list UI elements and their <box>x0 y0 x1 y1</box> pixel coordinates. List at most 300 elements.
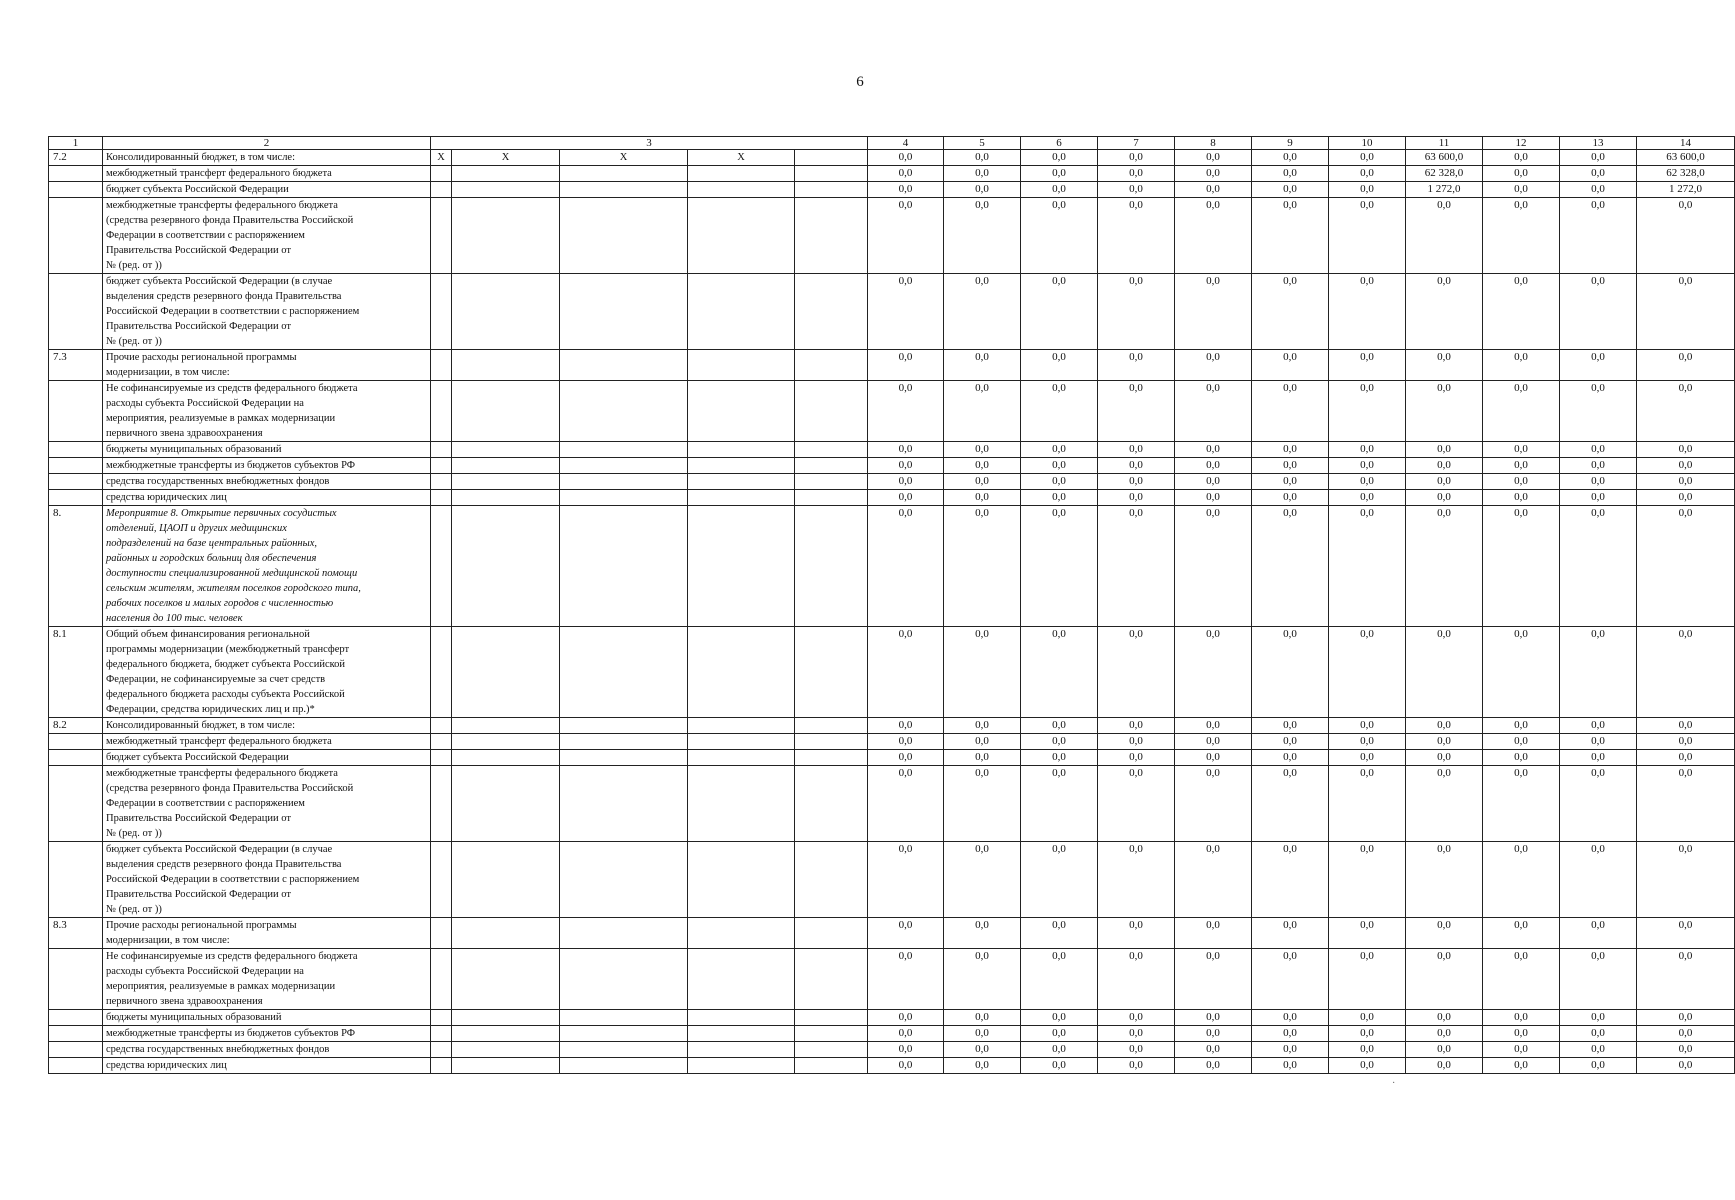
row-description: средства государственных внебюджетных фондов <box>103 1042 431 1058</box>
value-col-13: 0,0 <box>1560 766 1637 842</box>
value-col-11: 0,0 <box>1406 1058 1483 1074</box>
value-col-5: 0,0 <box>944 842 1021 918</box>
value-col-14: 0,0 <box>1637 474 1735 490</box>
empty-cell <box>431 1042 452 1058</box>
value-col-10: 0,0 <box>1329 1010 1406 1026</box>
row-description <box>103 842 431 918</box>
value-col-9: 0,0 <box>1252 1058 1329 1074</box>
empty-cell <box>688 506 795 627</box>
value-col-9: 0,0 <box>1252 766 1329 842</box>
value-col-14: 0,0 <box>1637 766 1735 842</box>
value-col-8: 0,0 <box>1175 1058 1252 1074</box>
row-number <box>49 1026 103 1042</box>
value-col-9: 0,0 <box>1252 474 1329 490</box>
value-col-13: 0,0 <box>1560 842 1637 918</box>
empty-cell <box>560 1042 688 1058</box>
row-description <box>103 627 431 718</box>
description-line: Прочие расходы региональной программы <box>106 352 297 363</box>
row-number <box>49 458 103 474</box>
row-number <box>49 1010 103 1026</box>
value-col-10: 0,0 <box>1329 198 1406 274</box>
value-col-7: 0,0 <box>1098 627 1175 718</box>
empty-cell <box>452 949 560 1010</box>
empty-cell <box>688 1010 795 1026</box>
empty-cell <box>452 750 560 766</box>
value-col-5: 0,0 <box>944 766 1021 842</box>
empty-cell <box>431 627 452 718</box>
value-col-6: 0,0 <box>1021 1026 1098 1042</box>
empty-cell <box>452 718 560 734</box>
empty-cell <box>795 166 868 182</box>
empty-cell <box>431 274 452 350</box>
value-col-10: 0,0 <box>1329 1058 1406 1074</box>
empty-cell <box>431 506 452 627</box>
row-number: 8.3 <box>49 918 103 949</box>
value-col-11: 0,0 <box>1406 949 1483 1010</box>
value-col-5: 0,0 <box>944 734 1021 750</box>
row-7-3-interbudget <box>49 458 1735 474</box>
value-col-5: 0,0 <box>944 166 1021 182</box>
value-col-11: 0,0 <box>1406 198 1483 274</box>
empty-cell <box>795 918 868 949</box>
row-number: 8.2 <box>49 718 103 734</box>
value-col-13: 0,0 <box>1560 490 1637 506</box>
description-line: Федерации, средства юридических лиц и пр.)* <box>106 704 315 715</box>
empty-cell <box>688 182 795 198</box>
row-number: 8.1 <box>49 627 103 718</box>
empty-cell <box>452 918 560 949</box>
empty-cell <box>560 627 688 718</box>
empty-cell <box>795 150 868 166</box>
value-col-4: 0,0 <box>868 1042 944 1058</box>
value-col-13: 0,0 <box>1560 1026 1637 1042</box>
empty-cell <box>688 166 795 182</box>
value-col-13: 0,0 <box>1560 381 1637 442</box>
empty-cell <box>688 458 795 474</box>
value-col-13: 0,0 <box>1560 198 1637 274</box>
empty-cell <box>431 1010 452 1026</box>
row-number <box>49 1058 103 1074</box>
value-col-14: 0,0 <box>1637 918 1735 949</box>
description-line: межбюджетные трансферты федерального бюджета <box>106 768 338 779</box>
value-col-8: 0,0 <box>1175 949 1252 1010</box>
value-col-9: 0,0 <box>1252 918 1329 949</box>
value-col-13: 0,0 <box>1560 949 1637 1010</box>
value-col-7: 0,0 <box>1098 1010 1175 1026</box>
empty-cell <box>688 350 795 381</box>
empty-cell <box>452 627 560 718</box>
empty-cell <box>560 442 688 458</box>
header-col-5: 5 <box>944 137 1021 150</box>
row-description: средства государственных внебюджетных фондов <box>103 474 431 490</box>
value-col-12: 0,0 <box>1483 166 1560 182</box>
value-col-8: 0,0 <box>1175 1010 1252 1026</box>
value-col-11: 1 272,0 <box>1406 182 1483 198</box>
value-col-13: 0,0 <box>1560 350 1637 381</box>
value-col-12: 0,0 <box>1483 150 1560 166</box>
value-col-6: 0,0 <box>1021 182 1098 198</box>
value-col-13: 0,0 <box>1560 182 1637 198</box>
description-line: программы модернизации (межбюджетный трансферт <box>106 644 350 655</box>
value-col-12: 0,0 <box>1483 490 1560 506</box>
value-col-8: 0,0 <box>1175 734 1252 750</box>
empty-cell <box>431 442 452 458</box>
value-col-10: 0,0 <box>1329 506 1406 627</box>
row-8-2-reserve-fund-regional <box>49 842 1735 918</box>
description-line: федерального бюджета, бюджет субъекта Российской <box>106 659 346 670</box>
row-number: 7.2 <box>49 150 103 166</box>
row-description: межбюджетный трансферт федерального бюджета <box>103 734 431 750</box>
value-col-14: 0,0 <box>1637 506 1735 627</box>
value-col-7: 0,0 <box>1098 381 1175 442</box>
value-col-12: 0,0 <box>1483 474 1560 490</box>
value-col-13: 0,0 <box>1560 150 1637 166</box>
page-number: 6 <box>856 74 864 90</box>
empty-cell <box>452 381 560 442</box>
value-col-8: 0,0 <box>1175 350 1252 381</box>
value-col-4: 0,0 <box>868 766 944 842</box>
value-col-5: 0,0 <box>944 627 1021 718</box>
empty-cell <box>560 1026 688 1042</box>
value-col-7: 0,0 <box>1098 182 1175 198</box>
row-description <box>103 198 431 274</box>
row-description <box>103 918 431 949</box>
value-col-7: 0,0 <box>1098 1042 1175 1058</box>
description-line: мероприятия, реализуемые в рамках модернизации <box>106 413 336 424</box>
value-col-9: 0,0 <box>1252 490 1329 506</box>
value-col-13: 0,0 <box>1560 442 1637 458</box>
value-col-12: 0,0 <box>1483 381 1560 442</box>
empty-cell <box>431 474 452 490</box>
value-col-4: 0,0 <box>868 474 944 490</box>
description-line: бюджет субъекта Российской Федерации (в случае <box>106 844 333 855</box>
row-description: средства юридических лиц <box>103 490 431 506</box>
empty-cell <box>452 842 560 918</box>
value-col-6: 0,0 <box>1021 474 1098 490</box>
empty-cell <box>795 1010 868 1026</box>
empty-cell <box>560 949 688 1010</box>
value-col-14: 0,0 <box>1637 490 1735 506</box>
scan-speck: · <box>1392 1078 1396 1089</box>
value-col-9: 0,0 <box>1252 166 1329 182</box>
row-8-2 <box>49 718 1735 734</box>
row-description: бюджеты муниципальных образований <box>103 442 431 458</box>
row-7-2-reserve-fund-regional <box>49 274 1735 350</box>
value-col-12: 0,0 <box>1483 918 1560 949</box>
value-col-8: 0,0 <box>1175 750 1252 766</box>
empty-cell <box>560 506 688 627</box>
value-col-8: 0,0 <box>1175 381 1252 442</box>
value-col-12: 0,0 <box>1483 718 1560 734</box>
value-col-9: 0,0 <box>1252 1042 1329 1058</box>
value-col-8: 0,0 <box>1175 182 1252 198</box>
row-number <box>49 182 103 198</box>
value-col-14: 0,0 <box>1637 750 1735 766</box>
value-col-5: 0,0 <box>944 274 1021 350</box>
value-col-7: 0,0 <box>1098 766 1175 842</box>
value-col-5: 0,0 <box>944 381 1021 442</box>
empty-cell <box>795 198 868 274</box>
value-col-10: 0,0 <box>1329 627 1406 718</box>
empty-cell <box>795 627 868 718</box>
empty-cell <box>452 198 560 274</box>
empty-cell <box>560 166 688 182</box>
description-line: населения до 100 тыс. человек <box>106 613 243 624</box>
empty-cell <box>560 766 688 842</box>
value-col-11: 0,0 <box>1406 350 1483 381</box>
empty-cell <box>560 734 688 750</box>
row-number <box>49 842 103 918</box>
value-col-7: 0,0 <box>1098 198 1175 274</box>
header-col-8: 8 <box>1175 137 1252 150</box>
row-description <box>103 506 431 627</box>
header-col-2: 2 <box>103 137 431 150</box>
row-number <box>49 734 103 750</box>
value-col-8: 0,0 <box>1175 918 1252 949</box>
value-col-12: 0,0 <box>1483 1010 1560 1026</box>
value-col-13: 0,0 <box>1560 1058 1637 1074</box>
value-col-13: 0,0 <box>1560 627 1637 718</box>
header-col-12: 12 <box>1483 137 1560 150</box>
value-col-5: 0,0 <box>944 182 1021 198</box>
header-col-13: 13 <box>1560 137 1637 150</box>
row-description: межбюджетные трансферты из бюджетов субъектов РФ <box>103 1026 431 1042</box>
value-col-13: 0,0 <box>1560 734 1637 750</box>
description-line: рабочих поселков и малых городов с численностью <box>106 598 334 609</box>
empty-cell <box>452 506 560 627</box>
description-line: Российской Федерации в соответствии с распоряжением <box>106 874 360 885</box>
value-col-14: 0,0 <box>1637 627 1735 718</box>
empty-cell <box>560 750 688 766</box>
value-col-10: 0,0 <box>1329 842 1406 918</box>
row-description: бюджет субъекта Российской Федерации <box>103 182 431 198</box>
value-col-6: 0,0 <box>1021 198 1098 274</box>
row-description: бюджеты муниципальных образований <box>103 1010 431 1026</box>
value-col-6: 0,0 <box>1021 490 1098 506</box>
value-col-13: 0,0 <box>1560 718 1637 734</box>
value-col-11: 0,0 <box>1406 381 1483 442</box>
value-col-7: 0,0 <box>1098 750 1175 766</box>
value-col-4: 0,0 <box>868 718 944 734</box>
row-7-3-legal-entities <box>49 490 1735 506</box>
row-description <box>103 766 431 842</box>
value-col-9: 0,0 <box>1252 198 1329 274</box>
empty-cell <box>452 734 560 750</box>
x-mark-cell: X <box>431 150 452 166</box>
row-description <box>103 274 431 350</box>
row-number <box>49 381 103 442</box>
value-col-4: 0,0 <box>868 198 944 274</box>
value-col-11: 63 600,0 <box>1406 150 1483 166</box>
description-line: Правительства Российской Федерации от <box>106 321 291 332</box>
value-col-11: 0,0 <box>1406 458 1483 474</box>
value-col-7: 0,0 <box>1098 474 1175 490</box>
value-col-10: 0,0 <box>1329 274 1406 350</box>
value-col-10: 0,0 <box>1329 949 1406 1010</box>
empty-cell <box>431 949 452 1010</box>
value-col-7: 0,0 <box>1098 150 1175 166</box>
row-7-3-municipal <box>49 442 1735 458</box>
row-8-3-legal-entities <box>49 1058 1735 1074</box>
value-col-12: 0,0 <box>1483 1058 1560 1074</box>
value-col-6: 0,0 <box>1021 458 1098 474</box>
value-col-11: 0,0 <box>1406 734 1483 750</box>
value-col-10: 0,0 <box>1329 766 1406 842</box>
empty-cell <box>688 734 795 750</box>
empty-cell <box>431 350 452 381</box>
value-col-14: 0,0 <box>1637 1026 1735 1042</box>
value-col-14: 0,0 <box>1637 198 1735 274</box>
empty-cell <box>560 474 688 490</box>
description-line: отделений, ЦАОП и других медицинских <box>106 523 287 534</box>
value-col-10: 0,0 <box>1329 381 1406 442</box>
value-col-6: 0,0 <box>1021 766 1098 842</box>
description-line: Российской Федерации в соответствии с распоряжением <box>106 306 360 317</box>
empty-cell <box>795 1042 868 1058</box>
value-col-6: 0,0 <box>1021 750 1098 766</box>
empty-cell <box>452 350 560 381</box>
empty-cell <box>452 166 560 182</box>
value-col-5: 0,0 <box>944 350 1021 381</box>
value-col-11: 0,0 <box>1406 766 1483 842</box>
value-col-11: 0,0 <box>1406 490 1483 506</box>
value-col-5: 0,0 <box>944 458 1021 474</box>
row-7-2-regional-budget <box>49 182 1735 198</box>
empty-cell <box>431 166 452 182</box>
description-line: (средства резервного фонда Правительства Российской <box>106 215 354 226</box>
row-number: 8. <box>49 506 103 627</box>
value-col-6: 0,0 <box>1021 627 1098 718</box>
value-col-4: 0,0 <box>868 350 944 381</box>
empty-cell <box>452 1010 560 1026</box>
empty-cell <box>431 750 452 766</box>
description-line: Прочие расходы региональной программы <box>106 920 297 931</box>
value-col-13: 0,0 <box>1560 750 1637 766</box>
value-col-13: 0,0 <box>1560 274 1637 350</box>
value-col-10: 0,0 <box>1329 1042 1406 1058</box>
empty-cell <box>560 842 688 918</box>
value-col-6: 0,0 <box>1021 506 1098 627</box>
empty-cell <box>795 842 868 918</box>
value-col-11: 0,0 <box>1406 750 1483 766</box>
value-col-10: 0,0 <box>1329 750 1406 766</box>
value-col-10: 0,0 <box>1329 150 1406 166</box>
header-col-3: 3 <box>431 137 868 150</box>
row-description <box>103 381 431 442</box>
value-col-12: 0,0 <box>1483 766 1560 842</box>
description-line: Не софинансируемые из средств федерального бюджета <box>106 383 358 394</box>
value-col-6: 0,0 <box>1021 1010 1098 1026</box>
row-number <box>49 274 103 350</box>
description-line: Правительства Российской Федерации от <box>106 813 291 824</box>
value-col-11: 0,0 <box>1406 718 1483 734</box>
value-col-5: 0,0 <box>944 474 1021 490</box>
empty-cell <box>431 490 452 506</box>
empty-cell <box>795 474 868 490</box>
description-line: сельским жителям, жителям поселков городского типа, <box>106 583 361 594</box>
value-col-13: 0,0 <box>1560 166 1637 182</box>
value-col-9: 0,0 <box>1252 150 1329 166</box>
empty-cell <box>795 350 868 381</box>
value-col-11: 0,0 <box>1406 474 1483 490</box>
description-line: Не софинансируемые из средств федерального бюджета <box>106 951 358 962</box>
value-col-11: 0,0 <box>1406 1026 1483 1042</box>
row-number <box>49 750 103 766</box>
empty-cell <box>688 490 795 506</box>
description-line: федерального бюджета расходы субъекта Российской <box>106 689 345 700</box>
value-col-10: 0,0 <box>1329 458 1406 474</box>
table-body <box>49 137 1735 1074</box>
row-8-2-regional-budget <box>49 750 1735 766</box>
value-col-8: 0,0 <box>1175 150 1252 166</box>
value-col-8: 0,0 <box>1175 490 1252 506</box>
empty-cell <box>431 182 452 198</box>
description-line: подразделений на базе центральных районных, <box>106 538 318 549</box>
empty-cell <box>560 1010 688 1026</box>
empty-cell <box>560 198 688 274</box>
value-col-10: 0,0 <box>1329 182 1406 198</box>
empty-cell <box>431 1026 452 1042</box>
value-col-6: 0,0 <box>1021 918 1098 949</box>
empty-cell <box>452 458 560 474</box>
empty-cell <box>688 918 795 949</box>
value-col-11: 62 328,0 <box>1406 166 1483 182</box>
value-col-6: 0,0 <box>1021 734 1098 750</box>
empty-cell <box>795 766 868 842</box>
description-line: № (ред. от )) <box>106 336 162 347</box>
value-col-6: 0,0 <box>1021 150 1098 166</box>
empty-cell <box>795 1058 868 1074</box>
value-col-10: 0,0 <box>1329 718 1406 734</box>
header-col-7: 7 <box>1098 137 1175 150</box>
value-col-10: 0,0 <box>1329 166 1406 182</box>
value-col-11: 0,0 <box>1406 627 1483 718</box>
value-col-7: 0,0 <box>1098 274 1175 350</box>
empty-cell <box>688 842 795 918</box>
value-col-12: 0,0 <box>1483 627 1560 718</box>
value-col-9: 0,0 <box>1252 734 1329 750</box>
value-col-11: 0,0 <box>1406 442 1483 458</box>
row-description: средства юридических лиц <box>103 1058 431 1074</box>
empty-cell <box>431 718 452 734</box>
value-col-4: 0,0 <box>868 842 944 918</box>
empty-cell <box>560 274 688 350</box>
empty-cell <box>688 442 795 458</box>
description-line: Федерации в соответствии с распоряжением <box>106 798 305 809</box>
description-line: Правительства Российской Федерации от <box>106 245 291 256</box>
empty-cell <box>431 381 452 442</box>
empty-cell <box>452 474 560 490</box>
description-line: модернизации, в том числе: <box>106 935 230 946</box>
value-col-4: 0,0 <box>868 182 944 198</box>
value-col-4: 0,0 <box>868 381 944 442</box>
value-col-6: 0,0 <box>1021 166 1098 182</box>
description-line: расходы субъекта Российской Федерации на <box>106 398 304 409</box>
empty-cell <box>795 490 868 506</box>
value-col-6: 0,0 <box>1021 842 1098 918</box>
empty-cell <box>560 918 688 949</box>
row-8-3-extrabudgetary <box>49 1042 1735 1058</box>
budget-table-wrapper <box>48 136 1735 1074</box>
value-col-8: 0,0 <box>1175 1026 1252 1042</box>
value-col-11: 0,0 <box>1406 1010 1483 1026</box>
row-description: Консолидированный бюджет, в том числе: <box>103 150 431 166</box>
value-col-10: 0,0 <box>1329 734 1406 750</box>
description-line: бюджет субъекта Российской Федерации (в случае <box>106 276 333 287</box>
row-7-2-reserve-fund-transfer <box>49 198 1735 274</box>
row-number: 7.3 <box>49 350 103 381</box>
empty-cell <box>688 1058 795 1074</box>
